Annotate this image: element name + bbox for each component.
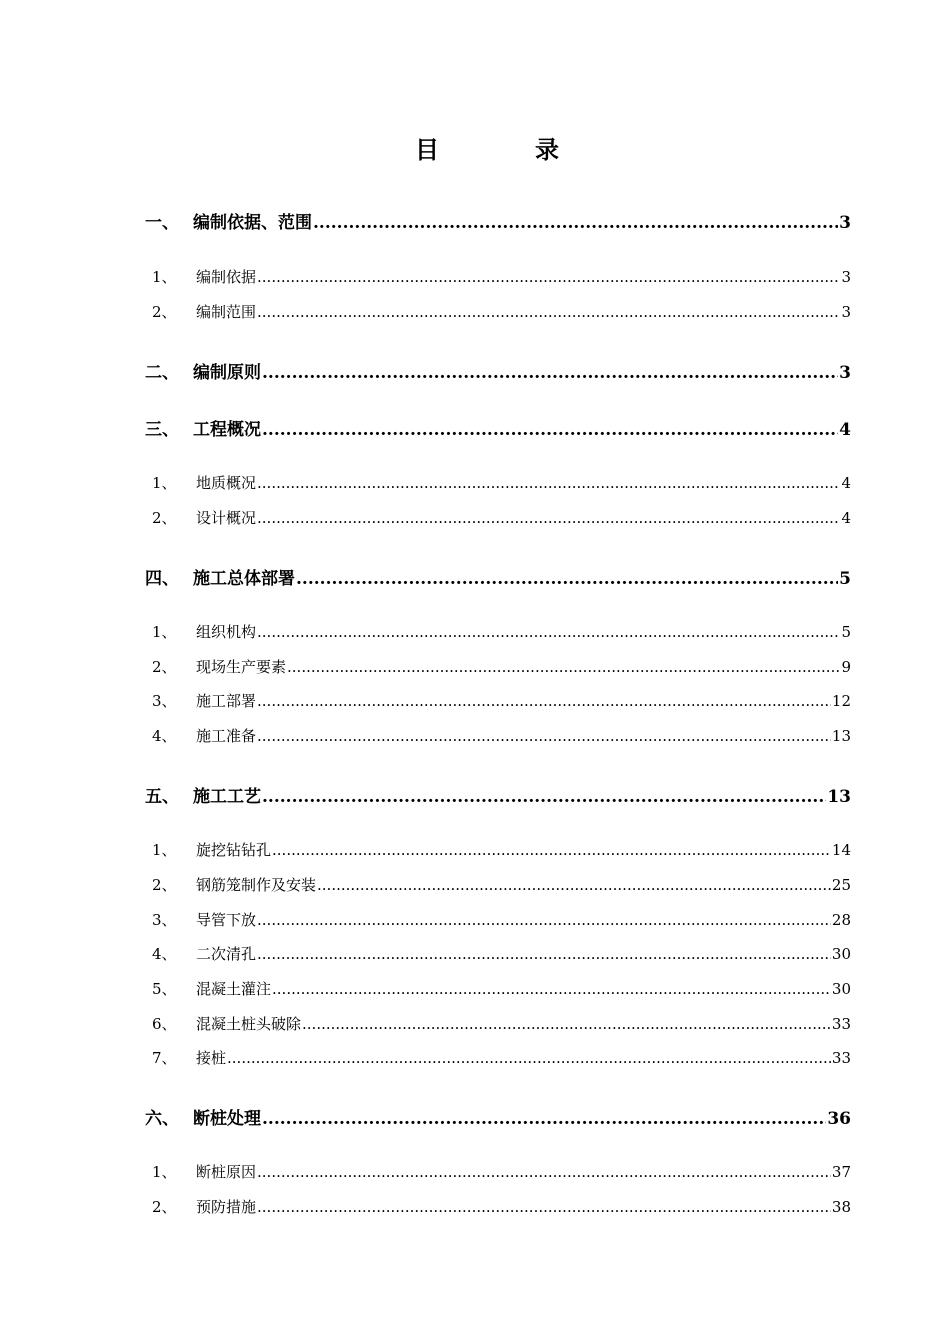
toc-chapter-entry[interactable] <box>145 1104 851 1129</box>
toc-heading: 断桩原因 <box>196 1163 257 1181</box>
toc-dot-leader <box>257 1198 831 1216</box>
toc-heading: 断桩处理 <box>193 1109 261 1129</box>
toc-dot-leader <box>257 509 840 527</box>
toc-number: 2、 <box>152 303 177 321</box>
toc-number: 二、 <box>145 363 179 383</box>
toc-section-entry[interactable] <box>152 266 851 287</box>
toc-section-entry[interactable] <box>152 1196 851 1217</box>
toc-heading: 编制范围 <box>196 303 257 321</box>
toc-number: 四、 <box>145 569 179 589</box>
toc-chapter-entry[interactable] <box>145 208 851 233</box>
toc-section-entry[interactable] <box>152 1013 851 1034</box>
toc-number: 3、 <box>152 692 177 710</box>
toc-heading: 混凝土桩头破除 <box>196 1015 302 1033</box>
toc-number: 三、 <box>145 420 179 440</box>
toc-section-entry[interactable] <box>152 301 851 322</box>
toc-dot-leader <box>296 569 838 589</box>
toc-number: 1、 <box>152 474 177 492</box>
toc-page-number: 3 <box>841 303 851 321</box>
toc-section-entry[interactable] <box>152 839 851 860</box>
toc-page-number: 3 <box>839 213 851 233</box>
toc-page-number: 4 <box>841 474 851 492</box>
toc-page-number: 3 <box>841 268 851 286</box>
toc-dot-leader <box>257 911 831 929</box>
toc-chapter-entry[interactable] <box>145 564 851 589</box>
toc-heading: 现场生产要素 <box>196 658 287 676</box>
toc-section-entry[interactable] <box>152 978 851 999</box>
toc-dot-leader <box>257 727 831 745</box>
toc-heading: 编制原则 <box>193 363 261 383</box>
toc-page-number: 30 <box>831 945 851 963</box>
toc-dot-leader <box>272 980 831 998</box>
toc-section-entry[interactable] <box>152 1161 851 1182</box>
toc-number: 1、 <box>152 1163 177 1181</box>
toc-page-number: 14 <box>831 841 851 859</box>
toc-heading: 预防措施 <box>196 1198 257 1216</box>
toc-heading: 编制依据 <box>196 268 257 286</box>
toc-dot-leader <box>302 1015 831 1033</box>
toc-section-entry[interactable] <box>152 725 851 746</box>
toc-page-number: 4 <box>841 509 851 527</box>
toc-number: 4、 <box>152 945 177 963</box>
toc-number: 1、 <box>152 268 177 286</box>
toc-section-entry[interactable] <box>152 656 851 677</box>
toc-page-number: 33 <box>831 1049 851 1067</box>
toc-page-number: 5 <box>841 623 851 641</box>
toc-number: 1、 <box>152 623 177 641</box>
toc-section-entry[interactable] <box>152 909 851 930</box>
toc-chapter-entry[interactable] <box>145 782 851 807</box>
toc-dot-leader <box>317 876 831 894</box>
toc-dot-leader <box>262 363 838 383</box>
toc-page-number: 12 <box>831 692 851 710</box>
toc-heading: 施工工艺 <box>193 787 261 807</box>
toc-number: 1、 <box>152 841 177 859</box>
toc-section-entry[interactable] <box>152 472 851 493</box>
toc-heading: 二次清孔 <box>196 945 257 963</box>
toc-chapter-entry[interactable] <box>145 415 851 440</box>
toc-page-number: 3 <box>839 363 851 383</box>
toc-heading: 组织机构 <box>196 623 257 641</box>
toc-dot-leader <box>257 268 840 286</box>
toc-page-number: 28 <box>831 911 851 929</box>
toc-section-entry[interactable] <box>152 1047 851 1068</box>
toc-section-entry[interactable] <box>152 874 851 895</box>
toc-heading: 旋挖钻钻孔 <box>196 841 272 859</box>
toc-page-number: 5 <box>839 569 851 589</box>
toc-dot-leader <box>262 420 838 440</box>
toc-page-number: 33 <box>831 1015 851 1033</box>
toc-heading: 施工准备 <box>196 727 257 745</box>
toc-section-entry[interactable] <box>152 943 851 964</box>
toc-heading: 工程概况 <box>193 420 261 440</box>
toc-section-entry[interactable] <box>152 507 851 528</box>
toc-number: 五、 <box>145 787 179 807</box>
toc-heading: 编制依据、范围 <box>193 213 312 233</box>
toc-page-number: 36 <box>827 1109 851 1129</box>
toc-number: 5、 <box>152 980 177 998</box>
toc-page-number: 13 <box>827 787 851 807</box>
toc-number: 7、 <box>152 1049 177 1067</box>
toc-chapter-entry[interactable] <box>145 358 851 383</box>
toc-number: 3、 <box>152 911 177 929</box>
toc-heading: 设计概况 <box>196 509 257 527</box>
toc-dot-leader <box>257 474 840 492</box>
toc-dot-leader <box>262 787 826 807</box>
toc-number: 2、 <box>152 509 177 527</box>
toc-number: 2、 <box>152 876 177 894</box>
toc-number: 一、 <box>145 213 179 233</box>
toc-dot-leader <box>257 692 831 710</box>
toc-page-number: 13 <box>831 727 851 745</box>
toc-dot-leader <box>257 303 840 321</box>
toc-number: 2、 <box>152 658 177 676</box>
toc-heading: 施工总体部署 <box>193 569 295 589</box>
toc-heading: 施工部署 <box>196 692 257 710</box>
toc-dot-leader <box>272 841 831 859</box>
toc-number: 六、 <box>145 1109 179 1129</box>
toc-heading: 接桩 <box>196 1049 227 1067</box>
toc-dot-leader <box>257 1163 831 1181</box>
toc-page-number: 25 <box>831 876 851 894</box>
toc-number: 4、 <box>152 727 177 745</box>
toc-heading: 钢筋笼制作及安装 <box>196 876 317 894</box>
toc-section-entry[interactable] <box>152 621 851 642</box>
toc-page-number: 9 <box>841 658 851 676</box>
toc-dot-leader <box>257 945 831 963</box>
toc-dot-leader <box>227 1049 831 1067</box>
toc-page-number: 4 <box>839 420 851 440</box>
toc-heading: 导管下放 <box>196 911 257 929</box>
toc-section-entry[interactable] <box>152 690 851 711</box>
toc-number: 6、 <box>152 1015 177 1033</box>
toc-page-number: 38 <box>831 1198 851 1216</box>
toc-heading: 混凝土灌注 <box>196 980 272 998</box>
toc-dot-leader <box>287 658 840 676</box>
toc-number: 2、 <box>152 1198 177 1216</box>
toc-heading: 地质概况 <box>196 474 257 492</box>
toc-page-number: 30 <box>831 980 851 998</box>
toc-dot-leader <box>257 623 840 641</box>
toc-dot-leader <box>262 1109 826 1129</box>
toc-page-number: 37 <box>831 1163 851 1181</box>
page-title: 目 录 <box>415 135 595 164</box>
toc-dot-leader <box>313 213 838 233</box>
